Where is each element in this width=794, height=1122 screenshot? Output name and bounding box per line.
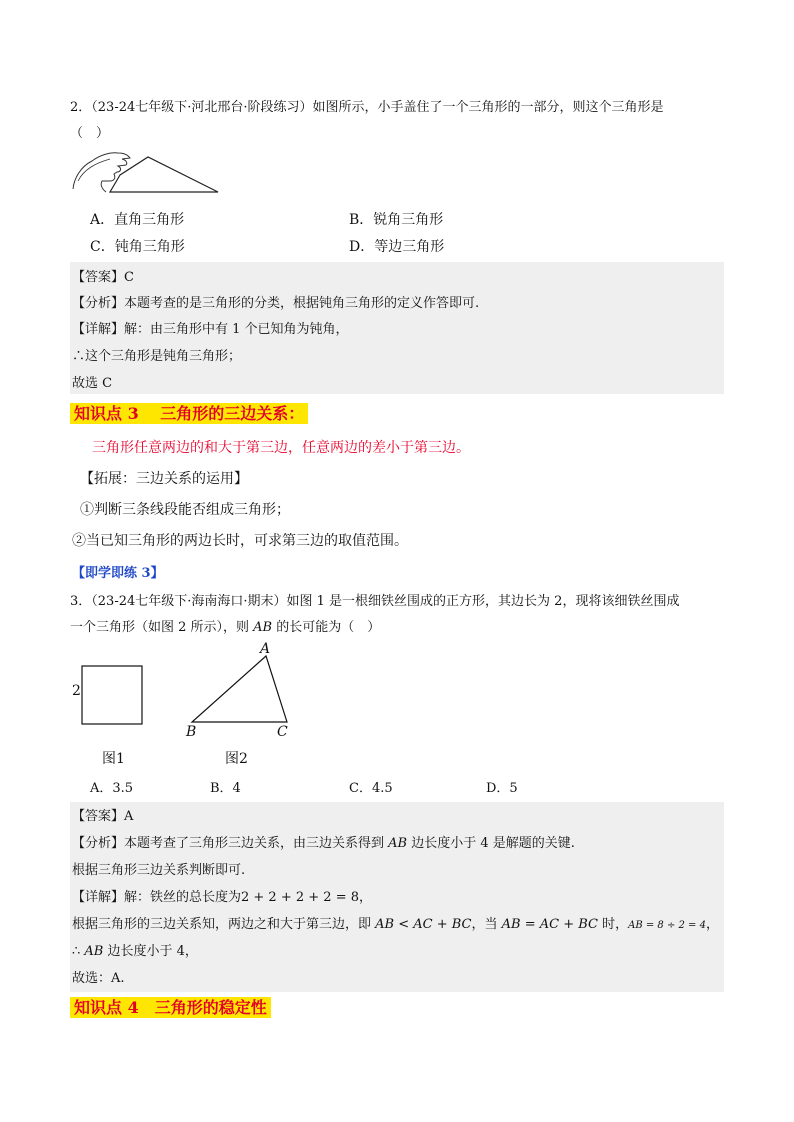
q2-stem: 2．（23-24七年级下·河北邢台·阶段练习）如图所示，小手盖住了一个三角形的一部分，则这个三角形是 — [70, 100, 664, 115]
q3-line2-text-b: ，当 — [471, 917, 502, 932]
q3-ab-value: AB = 8 ÷ 2 = 4 — [628, 920, 706, 931]
kp3-extension-title: 【拓展：三边关系的运用】 — [80, 471, 248, 487]
q3-detail: 【详解】解：铁丝的总长度为2 + 2 + 2 + 2 = 8， — [72, 890, 372, 905]
q3-analysis-line2: 根据三角形三边关系判断即可. — [72, 863, 246, 878]
kp4-title: 知识点 4 三角形的稳定性 — [70, 997, 271, 1018]
q2-option-a: A．直角三角形 — [90, 212, 185, 228]
q2-choice: 故选 C — [72, 376, 113, 391]
q3-stem-line2 — [70, 616, 380, 635]
q3-answer: 【答案】A — [72, 809, 134, 824]
q3-analysis-text-b: 边长度小于 4 是解题的关键. — [407, 836, 575, 851]
q3-analysis-ab: AB — [388, 836, 408, 851]
q3-figure-1-caption: 图1 — [102, 751, 125, 767]
kp3-extension-item-1: ①判断三条线段能否组成三角形； — [80, 502, 290, 518]
q3-option-d: D．5 — [486, 781, 518, 796]
kp3-rule: 三角形任意两边的和大于第三边，任意两边的差小于第三边。 — [92, 440, 470, 456]
kp3-heading — [70, 401, 308, 424]
q3-square-side-label: 2 — [72, 683, 81, 699]
q3-stem-line1: 3．（23-24七年级下·海南海口·期末）如图 1 是一根细铁丝围成的正方形，其边长为 2，现将该细铁丝围成 — [70, 594, 680, 609]
q3-therefore — [72, 940, 198, 959]
q2-answer: 【答案】C — [72, 270, 134, 285]
q3-vertex-b: B — [186, 724, 197, 740]
q2-detail: 【详解】解：由三角形中有 1 个已知角为钝角， — [72, 322, 349, 337]
q3-vertex-c: C — [277, 724, 288, 740]
q2-analysis: 【分析】本题考查的是三角形的分类，根据钝角三角形的定义作答即可. — [72, 296, 480, 311]
kp3-title: 知识点 3 三角形的三边关系： — [70, 403, 308, 424]
q3-line2-text-c: 时， — [597, 917, 629, 932]
q3-option-a: A．3.5 — [90, 781, 134, 796]
q2-therefore: ∴这个三角形是钝角三角形； — [72, 349, 242, 364]
q3-equation: AB = AC + BC — [501, 917, 598, 932]
q3-analysis-text-a: 【分析】本题考查了三角形三边关系，由三边关系得到 — [72, 836, 389, 851]
q2-answer-paren: （ ） — [70, 126, 110, 141]
q3-therefore-ab: AB — [84, 944, 104, 959]
q3-line2-text-d: ， — [705, 917, 719, 932]
q3-option-b: B．4 — [210, 781, 241, 796]
q3-figure-2-caption: 图2 — [225, 751, 248, 767]
q2-option-b: B．锐角三角形 — [349, 212, 444, 228]
q2-option-d: D．等边三角形 — [349, 239, 445, 255]
q3-figure-1-square — [70, 660, 160, 730]
q3-analysis — [72, 832, 575, 851]
q3-therefore-text: 边长度小于 4， — [103, 944, 198, 959]
kp4-heading — [70, 995, 271, 1018]
q3-inequality: AB < AC + BC — [375, 917, 472, 932]
q3-stem-text-a: 一个三角形（如图 2 所示），则 — [70, 620, 254, 635]
q3-stem-text-b: 的长可能为（ ） — [272, 620, 381, 635]
q3-choice: 故选：A. — [72, 971, 125, 986]
q3-therefore-symbol: ∴ — [72, 944, 85, 959]
q3-stem-ab: AB — [253, 620, 273, 635]
q2-hand-triangle-figure — [70, 145, 222, 197]
kp3-practice-label: 【即学即练 3】 — [72, 566, 164, 581]
q3-figure-2-triangle — [180, 640, 300, 730]
q3-line2-text-a: 根据三角形的三边关系知，两边之和大于第三边，即 — [72, 917, 376, 932]
q3-option-c: C．4.5 — [349, 781, 393, 796]
q3-vertex-a: A — [260, 641, 271, 657]
kp3-extension-item-2: ②当已知三角形的两边长时，可求第三边的取值范围。 — [72, 533, 408, 549]
q3-detail-line2 — [72, 913, 719, 932]
q2-option-c: C．钝角三角形 — [90, 239, 185, 255]
